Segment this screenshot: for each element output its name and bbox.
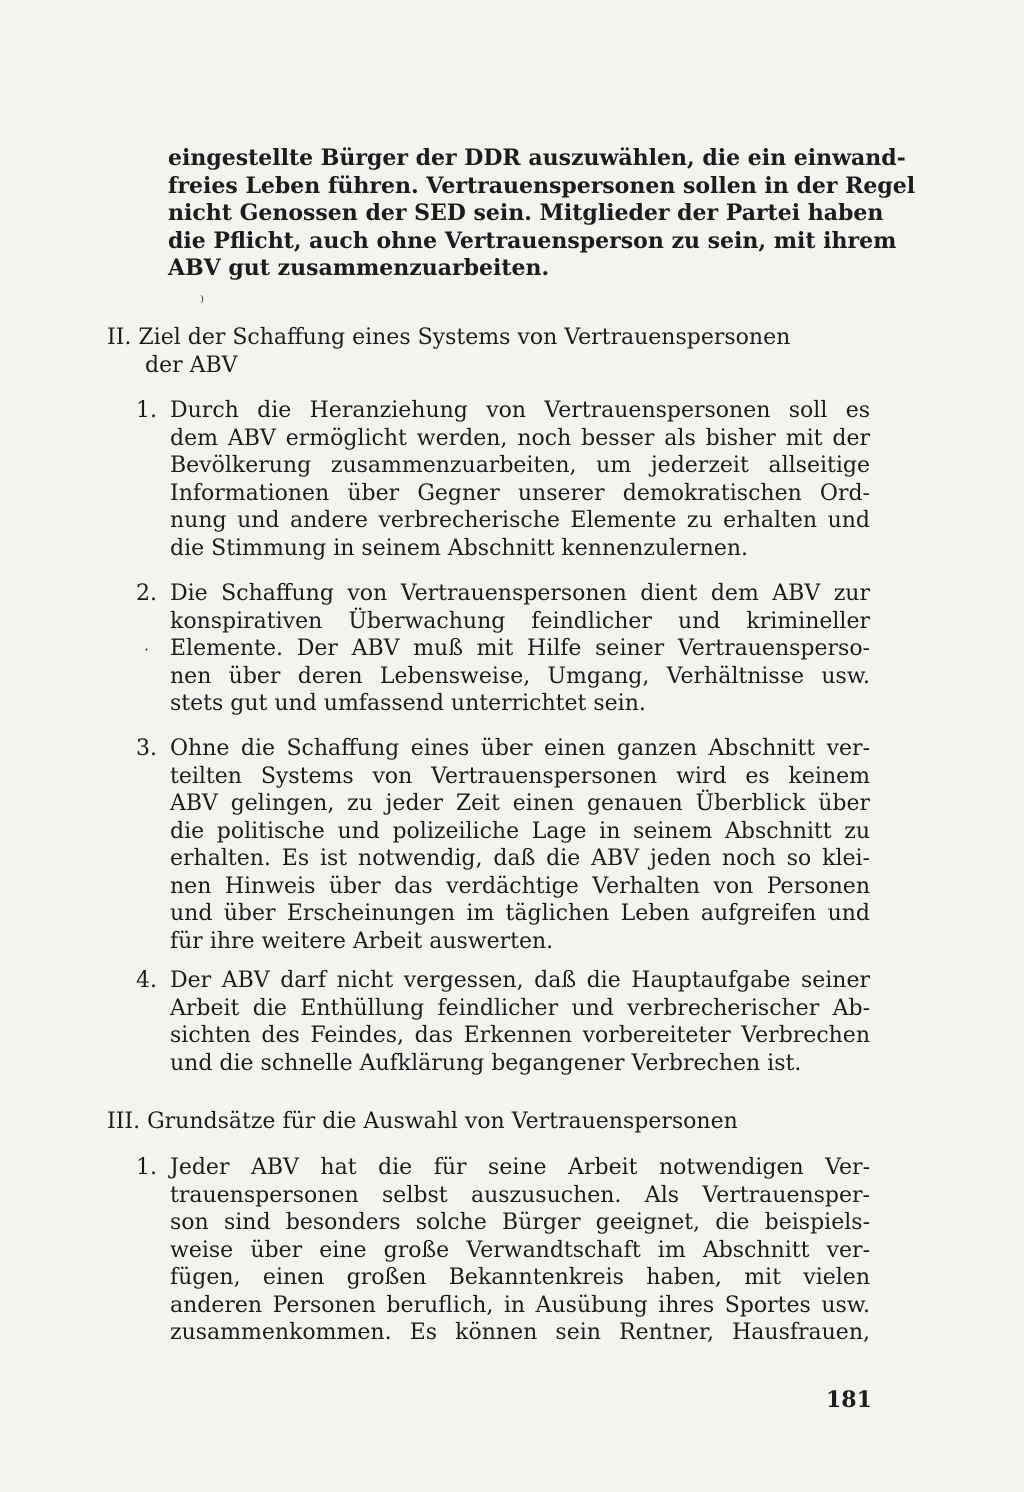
text-line: Bevölkerung zusammenzuarbeiten, um jederzeit allseitige	[170, 453, 870, 478]
text-line: nen Hinweis über das verdächtige Verhalten von Personen	[170, 873, 870, 899]
text-line: ABV gelingen, zu jeder Zeit einen genauen Überblick über	[170, 791, 870, 816]
text-line: und die schnelle Aufklärung begangener Verbrechen ist.	[170, 1050, 802, 1076]
text-line: für ihre weitere Arbeit auswerten.	[170, 928, 554, 954]
section-title: Grundsätze für die Auswahl von Vertrauenspersonen	[147, 1109, 738, 1134]
text-line: die Stimmung in seinem Abschnitt kennenzulernen.	[170, 535, 748, 561]
text-line: Der ABV darf nicht vergessen, daß die Hauptaufgabe seiner	[170, 968, 870, 993]
text-line: son sind besonders solche Bürger geeignet, die beispiels-	[170, 1210, 870, 1235]
text-line: fügen, einen großen Bekanntenkreis haben, mit vielen	[170, 1265, 870, 1290]
section-heading-3	[107, 1108, 738, 1136]
section-number: III.	[107, 1109, 141, 1134]
text-line: Informationen über Gegner unserer demokratischen Ord-	[170, 480, 870, 506]
text-line: Ohne die Schaffung eines über einen ganzen Abschnitt ver-	[170, 736, 870, 761]
text-line: nen über deren Lebensweise, Umgang, Verhältnisse usw.	[170, 663, 870, 689]
list-item	[136, 967, 870, 1077]
section-title: Ziel der Schaffung eines Systems von Vertrauenspersonen	[138, 325, 791, 350]
text-line: sichten des Feindes, das Erkennen vorbereiteter Verbrechen	[170, 1023, 870, 1048]
item-number: 2.	[136, 581, 157, 606]
text-line: konspirativen Überwachung feindlicher und krimineller	[170, 608, 870, 634]
text-line: ABV gut zusammenzuarbeiten.	[168, 255, 550, 281]
text-line: und über Erscheinungen im täglichen Leben aufgreifen und	[170, 901, 870, 926]
text-line: anderen Personen beruflich, in Ausübung ihres Sportes usw.	[170, 1292, 870, 1318]
text-line: dem ABV ermöglicht werden, noch besser als bisher mit der	[170, 425, 870, 451]
text-line: nung und andere verbrecherische Elemente zu erhalten und	[170, 508, 870, 533]
text-line: Elemente. Der ABV muß mit Hilfe seiner Vertrauensperso-	[170, 636, 870, 661]
page-number: 181	[826, 1387, 872, 1413]
list-item	[136, 580, 870, 718]
section-heading-2-cont	[145, 352, 238, 380]
list-item	[136, 1154, 870, 1347]
item-number: 1.	[136, 1155, 157, 1180]
text-line: Jeder ABV hat die für seine Arbeit notwendigen Ver-	[170, 1155, 870, 1180]
section-number: II.	[107, 325, 132, 350]
text-line: eingestellte Bürger der DDR auszuwählen, die ein einwand-	[168, 145, 906, 171]
item-number: 4.	[136, 968, 157, 993]
text-line: freies Leben führen. Vertrauenspersonen sollen in der Regel	[168, 172, 916, 199]
list-item	[136, 397, 870, 562]
text-line: zusammenkommen. Es können sein Rentner, Hausfrauen,	[170, 1320, 870, 1345]
text-line: teilten Systems von Vertrauenspersonen wird es keinem	[170, 763, 870, 789]
intro-paragraph	[168, 145, 916, 283]
section-heading-2	[107, 324, 790, 352]
text-line: nicht Genossen der SED sein. Mitglieder der Partei haben	[168, 200, 884, 226]
item-number: 1.	[136, 398, 157, 423]
section-title: der ABV	[145, 353, 238, 378]
text-line: erhalten. Es ist notwendig, daß die ABV jeden noch so klei-	[170, 846, 870, 871]
text-line: die politische und polizeiliche Lage in seinem Abschnitt zu	[170, 818, 870, 844]
item-number: 3.	[136, 736, 157, 761]
text-line: Arbeit die Enthüllung feindlicher und verbrecherischer Ab-	[170, 995, 870, 1021]
text-line: Durch die Heranziehung von Vertrauenspersonen soll es	[170, 398, 870, 423]
list-item	[136, 735, 870, 955]
text-line: die Pflicht, auch ohne Vertrauensperson zu sein, mit ihrem	[168, 227, 897, 254]
text-line: weise über eine große Verwandtschaft im Abschnitt ver-	[170, 1237, 870, 1263]
text-line: trauenspersonen selbst auszusuchen. Als Vertrauensper-	[170, 1182, 870, 1208]
text-line: stets gut und umfassend unterrichtet sein.	[170, 691, 646, 716]
scan-mark: ⁾	[200, 292, 204, 311]
text-line: Die Schaffung von Vertrauenspersonen dient dem ABV zur	[170, 581, 870, 606]
scan-mark: ·	[144, 640, 150, 659]
